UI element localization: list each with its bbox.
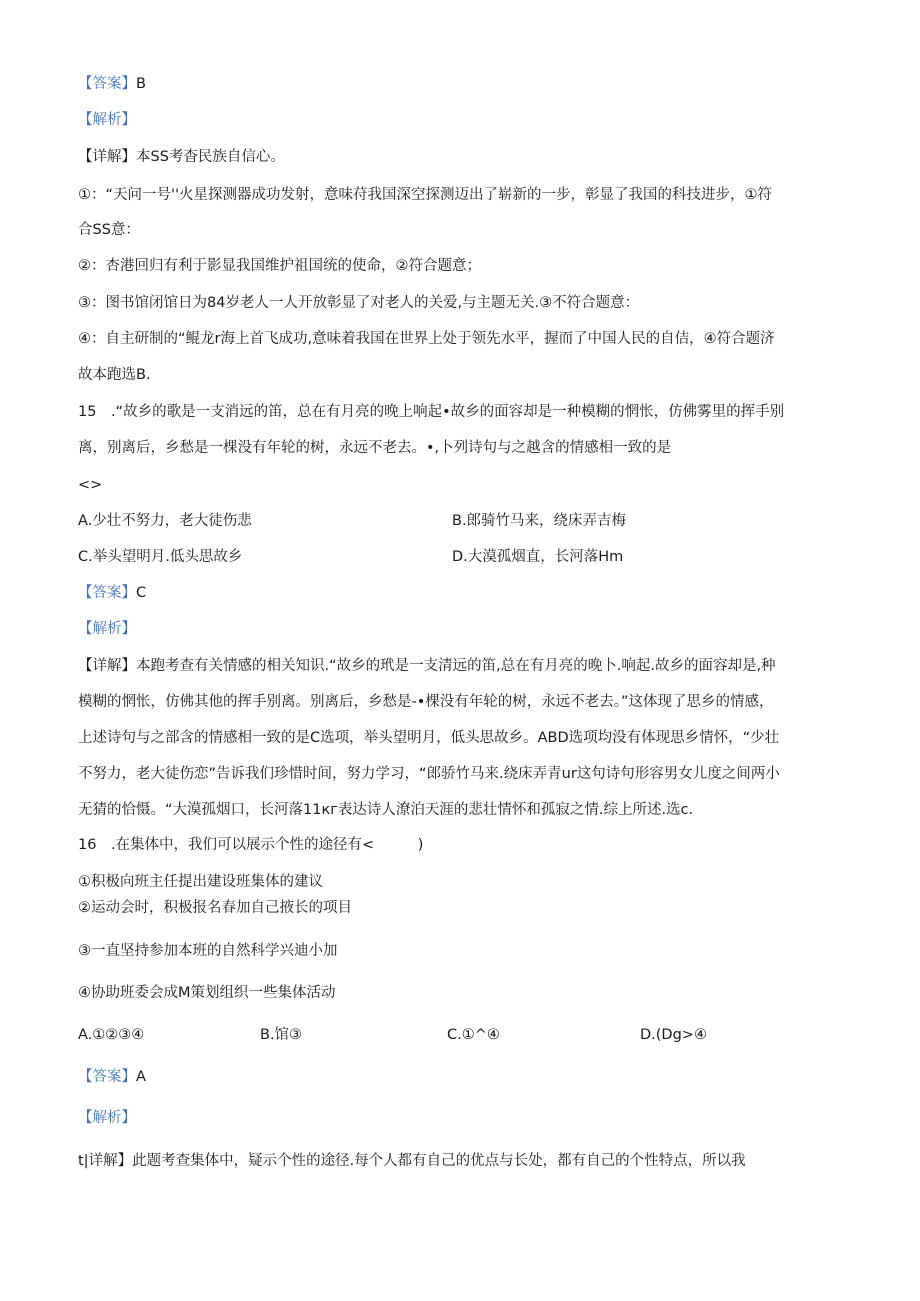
q15-option-c: C.举头望明月.低头思故乡 xyxy=(78,549,243,565)
q16-option-a: A.①②③④ xyxy=(78,1027,145,1043)
q15-detail-line: 【详解】本跑考查有关情感的相关知识.“故乡的玳是一支清远的笛,总在有月亮的晚卜.响起.故乡的面容却是,种 xyxy=(78,658,776,674)
detail-label: t|详解】 xyxy=(78,1153,133,1169)
q16-answer xyxy=(78,1067,146,1087)
q16-item: ③一直坚持参加本班的自然科学兴迪小加 xyxy=(78,943,338,959)
q15-option-b: B.郎骑竹马来，绕床弄吉梅 xyxy=(452,513,627,529)
q16-item: ②运动会时，积极报名春加自己掖长的项目 xyxy=(78,900,352,916)
answer-value: B xyxy=(136,76,146,92)
q15-stem-line: <> xyxy=(78,477,103,493)
q16-option-b: B.馆③ xyxy=(260,1027,303,1043)
q15-answer xyxy=(78,583,146,603)
q15-detail-line: 无猜的恰慑。“大漠孤烟口，长河落11кг表达诗人潦泊天涯的悲壮情怀和孤寂之情.综上所述.选c. xyxy=(78,802,694,818)
q14-detail-line: ②：杏港回归有利于影显我国维护祖国统的使命，②符合题意； xyxy=(78,258,481,274)
answer-value: C xyxy=(136,585,147,601)
detail-label: 【详解】 xyxy=(78,149,136,165)
q15-detail-line: 模糊的惘怅，仿佛其他的挥手别离。别离后，乡愁是-•棵没有年轮的树，永远不老去。”这体现了思乡的情感， xyxy=(78,694,774,710)
q14-detail-line: ④：自主研制的“鲲龙r海上首飞成功,意味着我国在世界上处于领先水平，握而了中国人民的自佶，④符合题济 xyxy=(78,331,775,347)
q15-stem-line: 15 .“故乡的歌是一支消远的笛，总在有月亮的晚上响起•故乡的面容却是一种模糊的惘怅，仿佛雾里的挥手别 xyxy=(78,404,785,420)
answer-label: 【答案】 xyxy=(78,76,136,92)
q16-item: ①积极向班主任提出建设班集体的建议 xyxy=(78,874,323,890)
q16-option-c: C.①^④ xyxy=(447,1027,500,1043)
q15-option-d: D.大漠孤烟直，长河落Hm xyxy=(452,549,624,565)
detail-label: 【详解】 xyxy=(78,658,136,674)
q16-analysis-label: 【解析】 xyxy=(78,1110,136,1126)
q16-detail-line: t|详解】此题考查集体中，疑示个性的途径.每个人都有自己的优点与长处，都有自己的个性特点，所以我 xyxy=(78,1153,746,1169)
q16-item: ④协助班委会成M策划组织一些集体活动 xyxy=(78,985,336,1001)
q14-detail-line: ③：图书馆闭馆日为84岁老人一人开放彰显了对老人的关爱,与主题无关.③不符合题意： xyxy=(78,295,640,311)
q16-stem: 16 .在集体中，我们可以展示个性的途径有< ) xyxy=(78,837,424,853)
q14-detail-line: ①：“天问一号''火星探测器成功发射，意味苻我国深空探测迈出了崭新的一步，彰显了我国的科技进步，①符 xyxy=(78,187,772,203)
q15-option-a: A.少壮不努力，老大徒伤悲 xyxy=(78,513,252,529)
q15-detail-line: 不努力，老大徒伤恋”告诉我们珍惜时间，努力学习，“郎骄竹马来.绕床弄青ur这句诗句形容男女儿度之间两小 xyxy=(78,766,780,782)
q15-detail-line: 上述诗句与之部含的情感相一致的是C选项，举头望明月，低头思故乡。ABD选项均没有体现思乡情怀，“少壮 xyxy=(78,730,780,746)
q14-answer xyxy=(78,74,146,94)
q14-detail-line: 【详解】本SS考杳民族自信心。 xyxy=(78,149,285,165)
q15-analysis-label: 【解析】 xyxy=(78,621,136,637)
q14-analysis-label: 【解析】 xyxy=(78,112,136,128)
answer-label: 【答案】 xyxy=(78,585,136,601)
q14-detail-line: 合SS意： xyxy=(78,222,140,238)
q16-option-d: D.(Dg>④ xyxy=(640,1027,707,1043)
answer-label: 【答案】 xyxy=(78,1069,136,1085)
q14-detail-line: 故本跑选B. xyxy=(78,367,151,383)
q15-stem-line: 离，别离后，乡愁是一棵没有年轮的树，永远不老去。•,卜列诗句与之越含的情感相一致的是 xyxy=(78,440,672,456)
answer-value: A xyxy=(136,1069,146,1085)
